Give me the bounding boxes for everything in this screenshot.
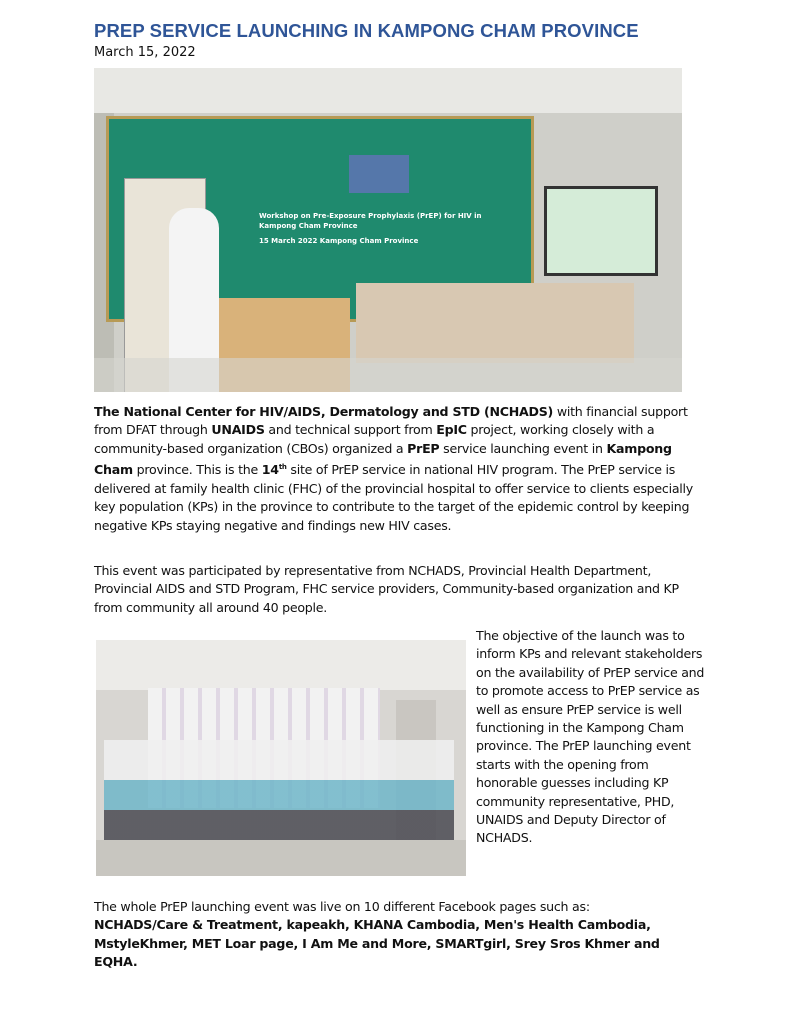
page-title: PREP SERVICE LAUNCHING IN KAMPONG CHAM PROVINCE bbox=[94, 20, 639, 41]
paragraph-intro: The National Center for HIV/AIDS, Dermatology and STD (NCHADS) with financial support from DFAT through UNAIDS and technical support from EpIC project, working closely with a community-based organization (CBOs) organized a PrEP service launching event in Kampong Cham province. This is the 14th site of PrEP service in national HIV program. The PrEP service is delivered at family health clinic (FHC) of the provincial hospital to offer service to clients especially key population (KPs) in the province to contribute to the target of the epidemic control by keeping negative KPs staying negative and findings new HIV cases. bbox=[94, 404, 693, 533]
paragraph-objective: The objective of the launch was to inform KPs and relevant stakeholders on the availability of PrEP service and to promote access to PrEP service as well as ensure PrEP service is well functioning in the Kampong Cham province. The PrEP launching event starts with the opening from honorable guesses including KP community representative, PHD, UNAIDS and Deputy Director of NCHADS. bbox=[476, 628, 705, 846]
publish-date: March 15, 2022 bbox=[94, 45, 196, 60]
workshop-banner: Workshop on Pre-Exposure Prophylaxis (PrEP) for HIV in Kampong Cham Province 15 March 2022 Kampong Cham Province bbox=[106, 116, 534, 322]
event-photo-speaker bbox=[94, 68, 682, 392]
paragraph-facebook: The whole PrEP launching event was live on 10 different Facebook pages such as: NCHADS/Care & Treatment, kapeakh, KHANA Cambodia, Men's Health Cambodia, MstyleKhmer, MET Loar page, I Am Me and More, SMARTgirl, Srey Sros Khmer and EQHA. bbox=[94, 899, 660, 970]
event-photo-group bbox=[96, 640, 466, 876]
paragraph-participants: This event was participated by representative from NCHADS, Provincial Health Department, Provincial AIDS and STD Program, FHC service providers, Community-based organization and KP from community all around 40 people. bbox=[94, 563, 679, 615]
video-screen bbox=[544, 186, 658, 276]
